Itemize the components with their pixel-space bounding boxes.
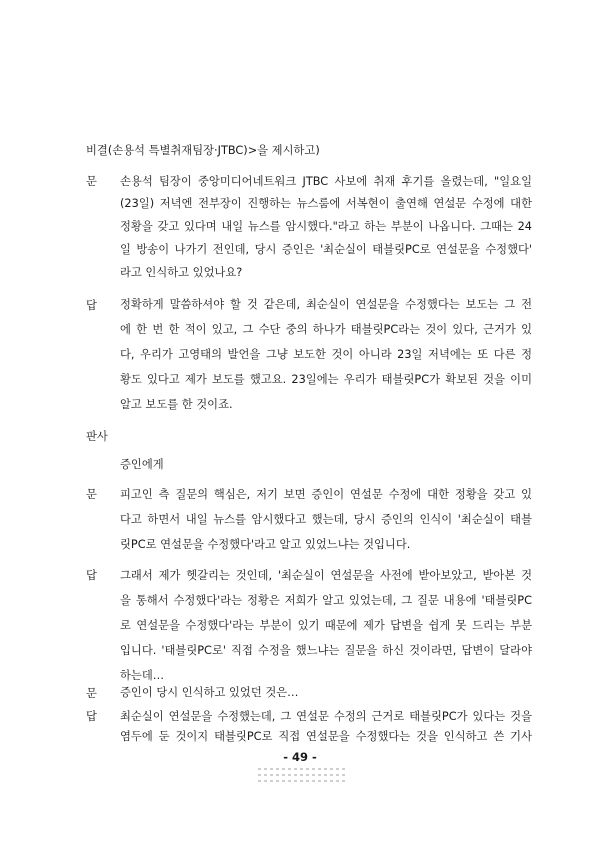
text-line: 최순실이 연설문을 수정했는데, 그 연설문 수정의 근거로 태블릿PC가 있다는 것을 (120, 710, 532, 723)
text-line: 다, 우리가 고영태의 발언을 그냥 보도한 것이 아니라 23일 저녁에는 또 다른 정 (120, 348, 532, 361)
text-line: 황도 있다고 제가 보도를 했고요. 23일에는 우리가 태블릿PC가 확보된 것을 이미 (120, 373, 532, 386)
text-line: 로 연설문을 수정했다'라는 부분이 있기 때문에 제가 답변을 쉽게 못 드리는 부분 (120, 619, 532, 632)
text-line: 알고 보도를 한 것이죠. (120, 398, 233, 411)
text-line: 정황을 갖고 있다며 내일 뉴스를 암시했다."라고 하는 부분이 나옵니다. 그때는 24 (120, 220, 532, 233)
text-line: 을 통해서 수정했다'라는 정황은 저희가 알고 있었는데, 그 질문 내용에 '태블릿PC (120, 594, 532, 607)
answer-label: 답 (86, 710, 97, 723)
text-line: 정확하게 말씀하셔야 할 것 같은데, 최순실이 연설문을 수정했다는 보도는 그 전 (120, 298, 532, 311)
text-line: 라고 인식하고 있었나요? (120, 266, 243, 279)
answer-label: 답 (86, 299, 97, 312)
question-label: 문 (86, 488, 97, 501)
intro-line: 비결(손용석 특별취재팀장·JTBC)>을 제시하고) (86, 144, 320, 157)
text-line: 에 한 번 한 적이 있고, 그 수단 중의 하나가 태블릿PC라는 것이 있다, 근거가 있 (120, 323, 532, 336)
answer-label: 답 (86, 569, 97, 582)
text-line: 증인이 당시 인식하고 있었던 것은… (120, 686, 299, 699)
page-number: - 49 - (283, 750, 317, 764)
faint-stamp-mark (258, 768, 346, 786)
text-line: 피고인 측 질문의 핵심은, 저기 보면 증인이 연설문 수정에 대한 정황을 갖고 있 (120, 488, 532, 501)
question-label: 문 (86, 687, 97, 700)
text-line: 하는데… (120, 669, 165, 682)
text-line: 입니다. '태블릿PC로' 직접 수정을 했느냐는 질문을 하신 것이라면, 답변이 달라야 (120, 644, 532, 657)
text-line: 일 방송이 나가기 전인데, 당시 증인은 '최순실이 태블릿PC로 연설문을 수정했다' (120, 243, 532, 256)
text-line: 그래서 제가 헷갈리는 것인데, '최순실이 연설문을 사전에 받아보았고, 받아본 것 (120, 569, 532, 582)
text-line: (23일) 저녁엔 전부장이 진행하는 뉴스룸에 서복현이 출연해 연설문 수정에 대한 (120, 197, 532, 210)
judge-label: 판사 (86, 430, 108, 443)
text-line: 염두에 둔 것이지 태블릿PC로 직접 연설문을 수정했다는 것을 인식하고 쓴 기사 (120, 730, 532, 743)
text-line: 릿PC로 연설문을 수정했다'라고 알고 있었느냐는 것입니다. (120, 538, 411, 551)
to-witness-line: 증인에게 (120, 458, 164, 471)
text-line: 다고 하면서 내일 뉴스를 암시했다고 했는데, 당시 증인의 인식이 '최순실이 태블 (120, 513, 532, 526)
text-line: 손용석 팀장이 중앙미디어네트워크 JTBC 사보에 취재 후기를 올렸는데, "일요일 (120, 175, 532, 188)
question-label: 문 (86, 175, 97, 188)
